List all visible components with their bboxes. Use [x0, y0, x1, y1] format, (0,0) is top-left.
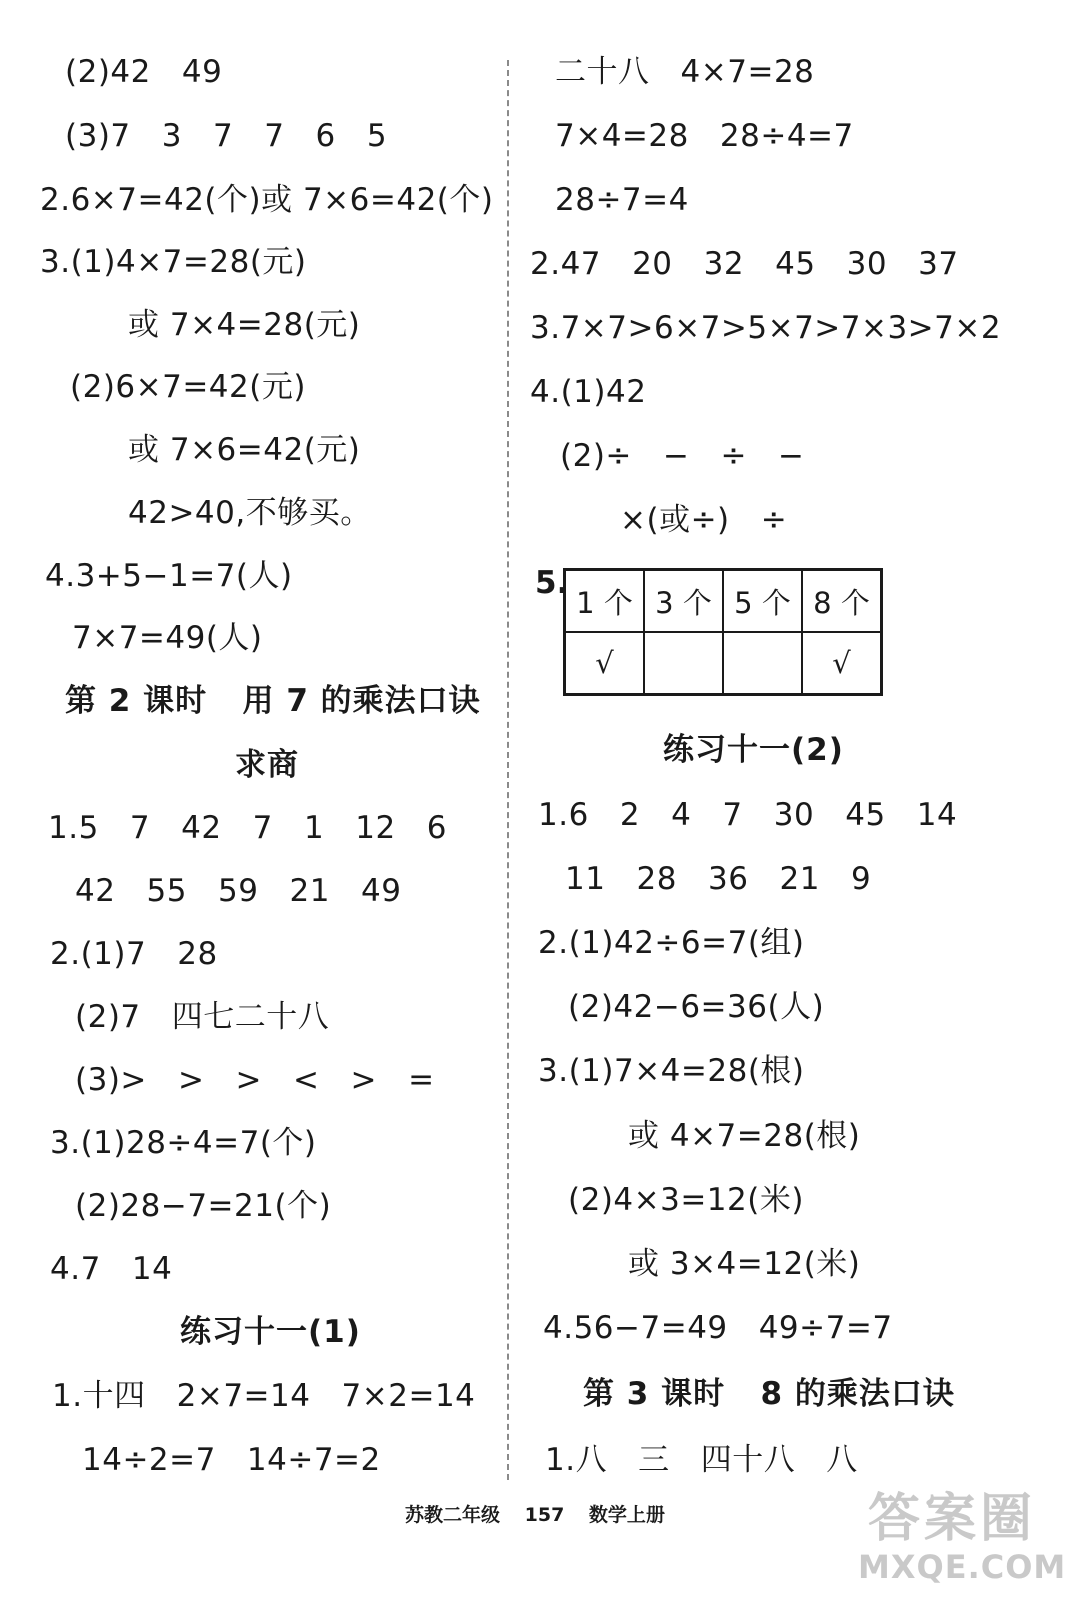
answer-line: 42 55 59 21 49	[75, 873, 402, 909]
answer-line: 4.7 14	[50, 1251, 173, 1287]
section-heading: 练习十一(1)	[180, 1314, 361, 1350]
answer-line: 2.(1)7 28	[50, 936, 218, 972]
check-mark-cell	[723, 632, 802, 695]
table-header-cell: 3 个	[644, 570, 723, 633]
table-row	[565, 632, 882, 695]
answer-line: 2.(1)42÷6=7(组)	[538, 925, 805, 961]
answer-line: 1.十四 2×7=14 7×2=14	[52, 1378, 476, 1414]
answer-line: 3.(1)4×7=28(元)	[40, 244, 307, 280]
watermark-logo	[858, 1476, 1067, 1586]
answer-line: (2)42−6=36(人)	[568, 989, 825, 1025]
question-number: 5.	[535, 565, 569, 601]
answer-line: 1.5 7 42 7 1 12 6	[48, 810, 447, 846]
answer-line: (3)> > > < > =	[75, 1062, 435, 1098]
check-mark-cell	[644, 632, 723, 695]
answer-line: 28÷7=4	[555, 182, 689, 218]
answer-line: 或 7×4=28(元)	[128, 307, 361, 343]
answer-line: (2)÷ − ÷ −	[560, 438, 805, 474]
answer-line: (2)6×7=42(元)	[70, 369, 306, 405]
answer-line: 7×4=28 28÷4=7	[555, 118, 854, 154]
section-heading: 第 3 课时 8 的乘法口诀	[583, 1376, 955, 1412]
answer-line: 4.56−7=49 49÷7=7	[543, 1310, 893, 1346]
answer-line: 3.7×7>6×7>5×7>7×3>7×2	[530, 310, 1002, 346]
answer-line: 2.47 20 32 45 30 37	[530, 246, 959, 282]
answer-line: (2)7 四七二十八	[75, 999, 330, 1035]
column-divider	[507, 60, 509, 1480]
answer-line: (2)4×3=12(米)	[568, 1182, 804, 1218]
answer-line: 或 4×7=28(根)	[628, 1118, 861, 1154]
answer-table	[563, 568, 883, 696]
section-heading: 第 2 课时 用 7 的乘法口诀	[65, 683, 481, 719]
answer-line: 二十八 4×7=28	[555, 54, 815, 90]
answer-line: 1.八 三 四十八 八	[545, 1442, 858, 1478]
table-header-cell: 1 个	[565, 570, 645, 633]
answer-line: 2.6×7=42(个)或 7×6=42(个)	[40, 182, 494, 218]
answer-line: ×(或÷) ÷	[620, 502, 788, 538]
check-mark-cell: √	[565, 632, 645, 695]
answer-line: 7×7=49(人)	[72, 620, 263, 656]
answer-line: 1.6 2 4 7 30 45 14	[538, 797, 958, 833]
answer-line: 3.(1)7×4=28(根)	[538, 1053, 805, 1089]
section-heading: 练习十一(2)	[663, 732, 844, 768]
answer-line: 4.(1)42	[530, 374, 647, 410]
section-heading: 求商	[235, 747, 299, 783]
answer-line: 或 3×4=12(米)	[628, 1246, 861, 1282]
answer-line: 或 7×6=42(元)	[128, 432, 361, 468]
watermark-url: MXQE.COM	[858, 1548, 1067, 1586]
watermark-text: 答案圈	[868, 1489, 1037, 1549]
answer-line: 11 28 36 21 9	[565, 861, 872, 897]
answer-line: (2)42 49	[65, 54, 223, 90]
answer-line: 4.3+5−1=7(人)	[45, 558, 293, 594]
answer-line: 14÷2=7 14÷7=2	[82, 1442, 381, 1478]
answer-line: 3.(1)28÷4=7(个)	[50, 1125, 317, 1161]
answer-line: 42>40,不够买。	[128, 495, 372, 531]
page-footer: 苏教二年级 157 数学上册	[405, 1504, 665, 1526]
answer-line: (2)28−7=21(个)	[75, 1188, 332, 1224]
table-header-cell: 5 个	[723, 570, 802, 633]
check-mark-cell: √	[802, 632, 882, 695]
answer-line: (3)7 3 7 7 6 5	[65, 118, 388, 154]
table-header-cell: 8 个	[802, 570, 882, 633]
table-row	[565, 570, 882, 633]
